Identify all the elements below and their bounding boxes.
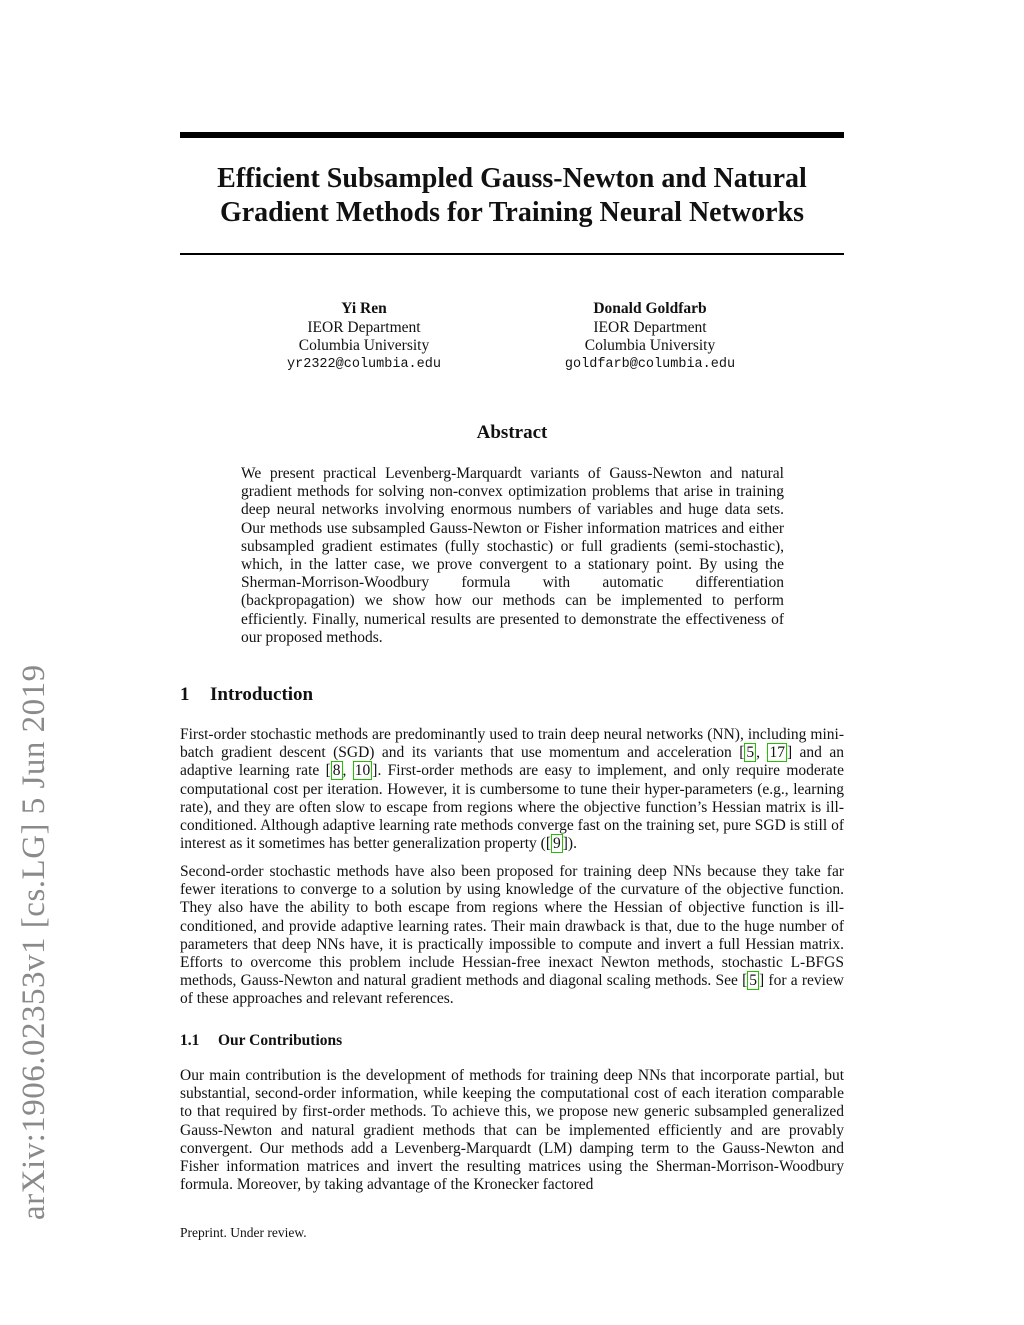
abstract-heading: Abstract bbox=[476, 422, 548, 443]
title-top-rule bbox=[180, 132, 844, 138]
contributions-paragraph: Our main contribution is the development of methods for training deep NNs that incorporate partial, but substantial, second-order information, while keeping the computational cost of each iteration comparable to that required by first-order methods. To achieve this, we propose new generic subsampled generalized Gauss-Newton and natural gradient methods that can be implemented efficiently and are provably convergent. Our methods add a Levenberg-Marquardt (LM) damping term to the Gauss-Newton and Fisher information matrices and invert the resulting matrices using the Sherman-Morrison-Woodbury formula. Moreover, by taking advantage of the Kronecker factored bbox=[180, 1067, 844, 1194]
paragraph-text: ] for a review of these approaches and relevant references. bbox=[180, 972, 844, 1008]
subsection-title: Our Contributions bbox=[218, 1032, 343, 1049]
author-block-1 bbox=[254, 300, 474, 374]
citation-link[interactable]: 8 bbox=[332, 762, 341, 780]
paper-title bbox=[150, 162, 874, 230]
section-title: Introduction bbox=[210, 684, 314, 705]
paragraph-text: First-order stochastic methods are predominantly used to train deep neural networks (NN), including mini-batch gradient descent (SGD) and its variants that use momentum and acceleration [ bbox=[180, 726, 844, 762]
citation-link[interactable]: 10 bbox=[354, 762, 371, 780]
section-number: 1 bbox=[180, 684, 190, 705]
citation-link[interactable]: 9 bbox=[553, 835, 561, 853]
citation-link[interactable]: 17 bbox=[769, 744, 785, 762]
author-name: Donald Goldfarb bbox=[593, 300, 707, 317]
intro-paragraph-2 bbox=[180, 863, 844, 1009]
title-bottom-rule bbox=[180, 253, 844, 255]
title-line-2: Gradient Methods for Training Neural Networks bbox=[219, 197, 805, 228]
paragraph-text: ]. First-order methods are easy to implement, and only require moderate computational cost per iteration. However, it is cumbersome to tune their hyper-parameters (e.g., learning rate), and they are often slow to escape from regions where the objective function’s Hessian matrix is ill-conditioned. Although adaptive learning rate methods converge fast on the training set, pure SGD is still of interest as it sometimes has better generalization property ([ bbox=[180, 762, 844, 853]
arxiv-id: arXiv:1906.02353v1 [cs.LG] 5 Jun 2019 bbox=[16, 664, 52, 1220]
paragraph-text: Second-order stochastic methods have also been proposed for training deep NNs because they take far fewer iterations to converge to a solution by using knowledge of the curvature of the objective function. They also have the ability to both escape from regions where the Hessian of objective function is ill-conditioned, and provide adaptive learning rates. Their main drawback is that, due to the huge number of parameters that deep NNs have, it is practically impossible to compute and invert a full Hessian matrix. Efforts to overcome this problem include Hessian-free inexact Newton methods, stochastic L-BFGS methods, Gauss-Newton and natural gradient methods and diagonal scaling methods. See [ bbox=[180, 863, 844, 990]
author-email[interactable]: yr2322@columbia.edu bbox=[287, 356, 441, 372]
subsection-heading-contributions bbox=[180, 1032, 342, 1050]
author-email[interactable]: goldfarb@columbia.edu bbox=[564, 356, 736, 372]
title-line-1: Efficient Subsampled Gauss-Newton and Natural bbox=[217, 163, 807, 194]
citation-link[interactable]: 5 bbox=[749, 972, 758, 990]
paragraph-text: , bbox=[756, 744, 768, 762]
citation-link[interactable]: 5 bbox=[746, 744, 755, 762]
footer-note: Preprint. Under review. bbox=[180, 1225, 307, 1240]
author-university: Columbia University bbox=[584, 337, 716, 354]
intro-paragraph-1 bbox=[180, 726, 844, 853]
author-university: Columbia University bbox=[298, 337, 430, 354]
paragraph-text: ] and an adaptive learning rate [ bbox=[180, 744, 844, 780]
author-block-2 bbox=[530, 300, 770, 374]
paragraph-text: , bbox=[342, 762, 353, 780]
paragraph-text: ]). bbox=[562, 835, 577, 853]
author-name: Yi Ren bbox=[341, 300, 387, 317]
abstract-text: We present practical Levenberg-Marquardt variants of Gauss-Newton and natural gradient methods for solving non-convex optimization problems that arise in training deep neural networks involving enormous numbers of variables and huge data sets. Our methods use subsampled Gauss-Newton or Fisher information matrices and either subsampled gradient estimates (fully stochastic) or full gradients (semi-stochastic), which, in the latter case, we prove convergent to a stationary point. By using the Sherman-Morrison-Woodbury formula with automatic differentiation (backpropagation) we show how our methods can be implemented to perform efficiently. Finally, numerical results are presented to demonstrate the effectiveness of our proposed methods. bbox=[241, 465, 784, 646]
author-department: IEOR Department bbox=[307, 318, 421, 336]
subsection-number: 1.1 bbox=[180, 1032, 200, 1049]
author-department: IEOR Department bbox=[593, 318, 707, 336]
section-heading-introduction bbox=[180, 684, 313, 706]
